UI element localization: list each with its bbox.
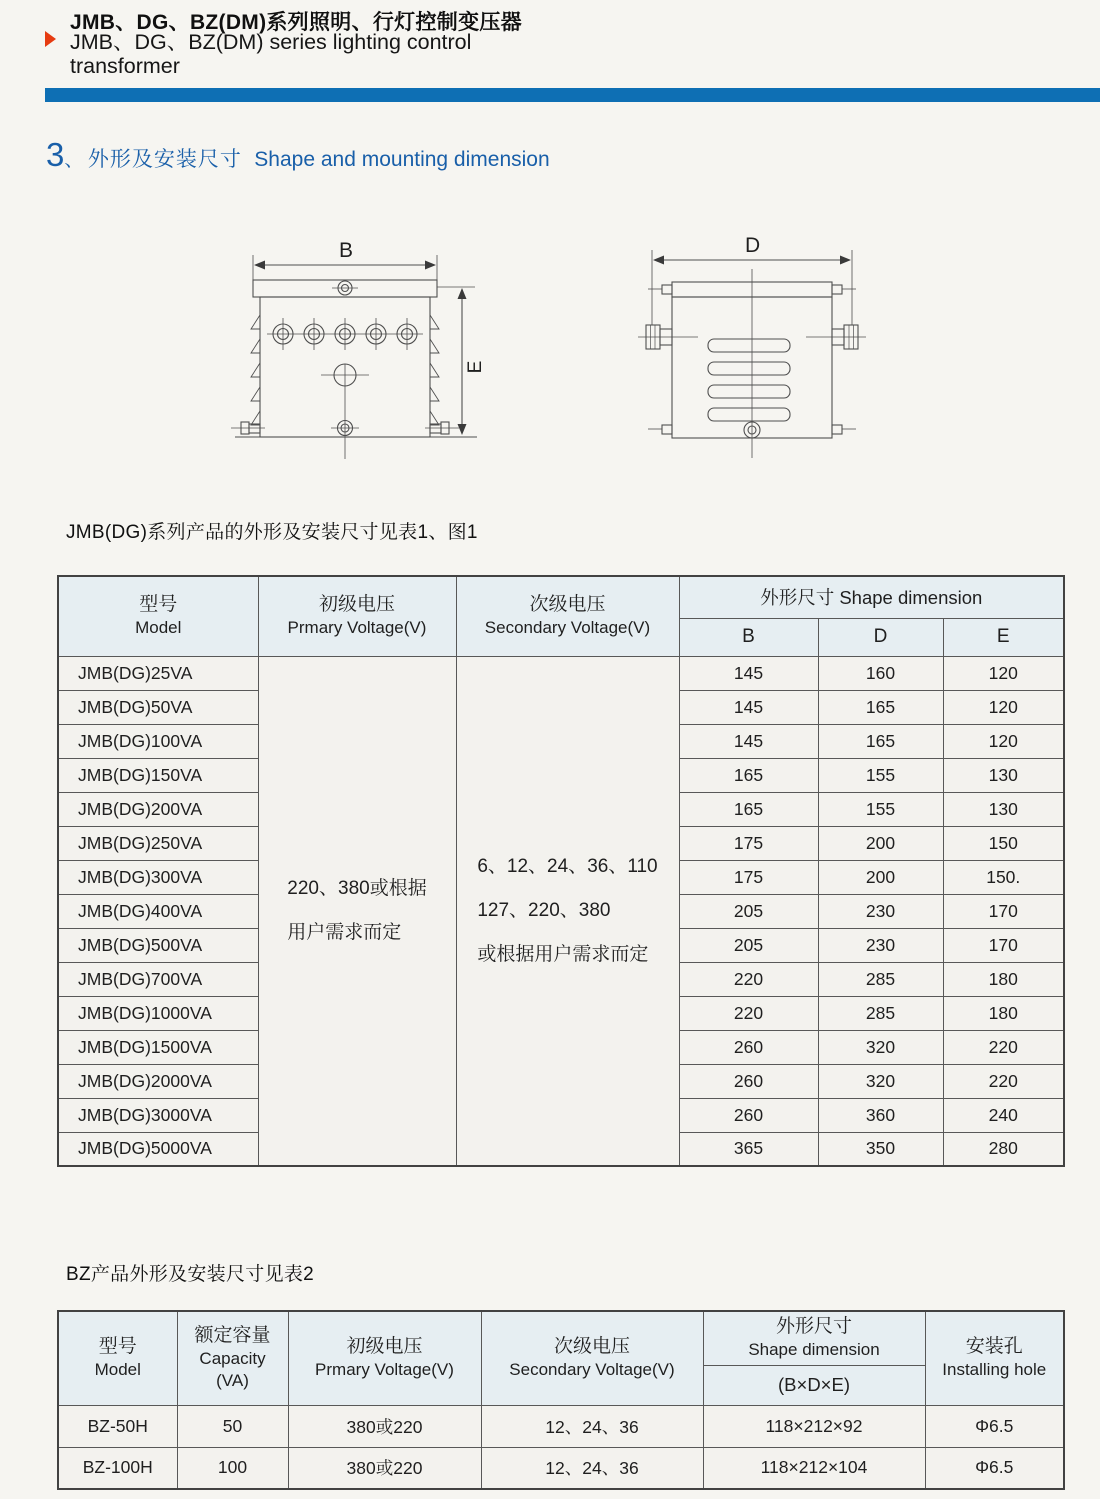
cell-model: JMB(DG)500VA <box>58 928 258 962</box>
cell-d: 200 <box>818 860 943 894</box>
cell-b: 260 <box>679 1098 818 1132</box>
primary-voltage-text <box>287 867 426 954</box>
header-text: 初级电压 <box>318 594 395 616</box>
cell-d: 230 <box>818 928 943 962</box>
cell-hole: Φ6.5 <box>925 1447 1064 1489</box>
cell-e: 120 <box>943 724 1064 758</box>
col-header-secondary-voltage <box>481 1311 703 1405</box>
cell-e: 120 <box>943 656 1064 690</box>
cell-capacity: 100 <box>177 1447 288 1489</box>
section-delimiter: 、 <box>64 150 84 171</box>
cell-model: JMB(DG)200VA <box>58 792 258 826</box>
cell-hole: Φ6.5 <box>925 1405 1064 1447</box>
cell-d: 155 <box>818 758 943 792</box>
cell-model: JMB(DG)250VA <box>58 826 258 860</box>
cell-d: 350 <box>818 1132 943 1166</box>
col-header-primary-voltage <box>258 576 456 656</box>
col-header-d: D <box>818 618 943 656</box>
cell-model: JMB(DG)150VA <box>58 758 258 792</box>
header-text: Installing hole <box>942 1360 1047 1380</box>
cell-d: 200 <box>818 826 943 860</box>
cell-d: 320 <box>818 1064 943 1098</box>
cell-model: JMB(DG)300VA <box>58 860 258 894</box>
col-header-shape-dimension <box>703 1311 925 1365</box>
cell-d: 165 <box>818 724 943 758</box>
header-text: 型号 <box>98 1336 137 1358</box>
cell-secondary: 12、24、36 <box>481 1405 703 1447</box>
cell-model: JMB(DG)1500VA <box>58 1030 258 1064</box>
cell-e: 130 <box>943 758 1064 792</box>
page-title-en-line2: transformer <box>70 54 180 78</box>
cell-e: 220 <box>943 1030 1064 1064</box>
col-header-b: B <box>679 618 818 656</box>
table-row <box>58 1405 1064 1447</box>
header-text: Secondary Voltage(V) <box>484 618 651 638</box>
cell-model: JMB(DG)25VA <box>58 656 258 690</box>
cell-secondary-voltage <box>456 656 679 1166</box>
col-header-capacity <box>177 1311 288 1405</box>
cell-d: 155 <box>818 792 943 826</box>
header-text: 次级电压 <box>553 1336 630 1358</box>
cell-b: 260 <box>679 1030 818 1064</box>
cell-b: 175 <box>679 826 818 860</box>
cell-b: 365 <box>679 1132 818 1166</box>
dim-label-b: B <box>339 239 354 262</box>
bz-dimension-table <box>57 1310 1065 1490</box>
cell-e: 120 <box>943 690 1064 724</box>
section-number: 3 <box>46 136 65 173</box>
col-header-installing-hole <box>925 1311 1064 1405</box>
cell-model: BZ-50H <box>58 1405 177 1447</box>
cell-model: JMB(DG)1000VA <box>58 996 258 1030</box>
header-text: 额定容量 <box>194 1325 271 1347</box>
bullet-arrow-icon <box>45 31 56 47</box>
cell-e: 180 <box>943 996 1064 1030</box>
col-header-e: E <box>943 618 1064 656</box>
section-heading-en: Shape and mounting dimension <box>254 148 550 171</box>
dim-label-d: D <box>745 234 761 257</box>
cell-e: 180 <box>943 962 1064 996</box>
cell-b: 220 <box>679 996 818 1030</box>
cell-dimension: 118×212×92 <box>703 1405 925 1447</box>
col-header-primary-voltage <box>288 1311 481 1405</box>
cell-model: BZ-100H <box>58 1447 177 1489</box>
cell-b: 260 <box>679 1064 818 1098</box>
page-title-zh: JMB、DG、BZ(DM)系列照明、行灯控制变压器 <box>70 11 522 34</box>
cell-e: 240 <box>943 1098 1064 1132</box>
jmb-dg-dimension-table <box>57 575 1065 1167</box>
col-header-model <box>58 576 258 656</box>
secondary-voltage-text <box>477 845 657 976</box>
front-view-drawing <box>185 225 535 475</box>
header-text: (VA) <box>216 1371 249 1391</box>
header-text: 型号 <box>139 594 178 616</box>
cell-model: JMB(DG)2000VA <box>58 1064 258 1098</box>
cell-secondary: 12、24、36 <box>481 1447 703 1489</box>
cell-dimension: 118×212×104 <box>703 1447 925 1489</box>
cell-d: 320 <box>818 1030 943 1064</box>
cell-primary-voltage <box>258 656 456 1166</box>
cell-b: 145 <box>679 690 818 724</box>
text-line: 220、380或根据 <box>287 878 427 900</box>
cell-d: 285 <box>818 962 943 996</box>
col-header-model <box>58 1311 177 1405</box>
header-text: 外形尺寸 <box>775 1316 852 1338</box>
section-heading-zh: 外形及安装尺寸 <box>87 148 242 171</box>
cell-e: 150 <box>943 826 1064 860</box>
dim-label-e: E <box>465 360 486 374</box>
cell-model: JMB(DG)5000VA <box>58 1132 258 1166</box>
cell-b: 145 <box>679 656 818 690</box>
side-view-drawing <box>618 225 898 475</box>
page-title-en <box>70 30 471 78</box>
cell-model: JMB(DG)700VA <box>58 962 258 996</box>
cell-d: 285 <box>818 996 943 1030</box>
cell-model: JMB(DG)100VA <box>58 724 258 758</box>
cell-d: 165 <box>818 690 943 724</box>
text-line: 6、12、24、36、110 <box>477 856 658 878</box>
table1-caption: JMB(DG)系列产品的外形及安装尺寸见表1、图1 <box>66 522 478 543</box>
col-header-bde-formula: (B×D×E) <box>703 1365 925 1405</box>
cell-b: 165 <box>679 792 818 826</box>
text-line: 用户需求而定 <box>287 921 402 943</box>
cell-primary: 380或220 <box>288 1447 481 1489</box>
header-text: Prmary Voltage(V) <box>287 618 427 638</box>
divider-bar <box>45 88 1100 102</box>
cell-model: JMB(DG)3000VA <box>58 1098 258 1132</box>
col-header-shape-dimension: 外形尺寸 Shape dimension <box>679 576 1064 618</box>
cell-b: 145 <box>679 724 818 758</box>
header-text: Secondary Voltage(V) <box>509 1360 675 1380</box>
header-text: Capacity <box>199 1349 266 1369</box>
table-row <box>58 656 1064 690</box>
header-text: Shape dimension <box>748 1340 880 1360</box>
cell-e: 130 <box>943 792 1064 826</box>
cell-e: 220 <box>943 1064 1064 1098</box>
cell-primary: 380或220 <box>288 1405 481 1447</box>
header-text: 初级电压 <box>346 1336 423 1358</box>
section-heading <box>46 136 550 174</box>
cell-b: 205 <box>679 894 818 928</box>
cell-capacity: 50 <box>177 1405 288 1447</box>
cell-b: 175 <box>679 860 818 894</box>
cell-e: 170 <box>943 894 1064 928</box>
cell-d: 360 <box>818 1098 943 1132</box>
text-line: 127、220、380 <box>477 899 611 921</box>
cell-d: 230 <box>818 894 943 928</box>
col-header-secondary-voltage <box>456 576 679 656</box>
text-line: 或根据用户需求而定 <box>477 943 649 965</box>
table2-caption: BZ产品外形及安装尺寸见表2 <box>66 1264 315 1285</box>
cell-e: 170 <box>943 928 1064 962</box>
header-text: 次级电压 <box>529 594 606 616</box>
cell-d: 160 <box>818 656 943 690</box>
cell-model: JMB(DG)50VA <box>58 690 258 724</box>
cell-b: 220 <box>679 962 818 996</box>
cell-e: 150. <box>943 860 1064 894</box>
cell-b: 165 <box>679 758 818 792</box>
cell-b: 205 <box>679 928 818 962</box>
header-text: Model <box>135 618 182 638</box>
cell-model: JMB(DG)400VA <box>58 894 258 928</box>
header-text: 安装孔 <box>965 1336 1023 1358</box>
cell-e: 280 <box>943 1132 1064 1166</box>
page-title-en-line1: JMB、DG、BZ(DM) series lighting control <box>70 30 472 54</box>
header-text: Prmary Voltage(V) <box>315 1360 454 1380</box>
table-row <box>58 1447 1064 1489</box>
header-text: Model <box>94 1360 141 1380</box>
